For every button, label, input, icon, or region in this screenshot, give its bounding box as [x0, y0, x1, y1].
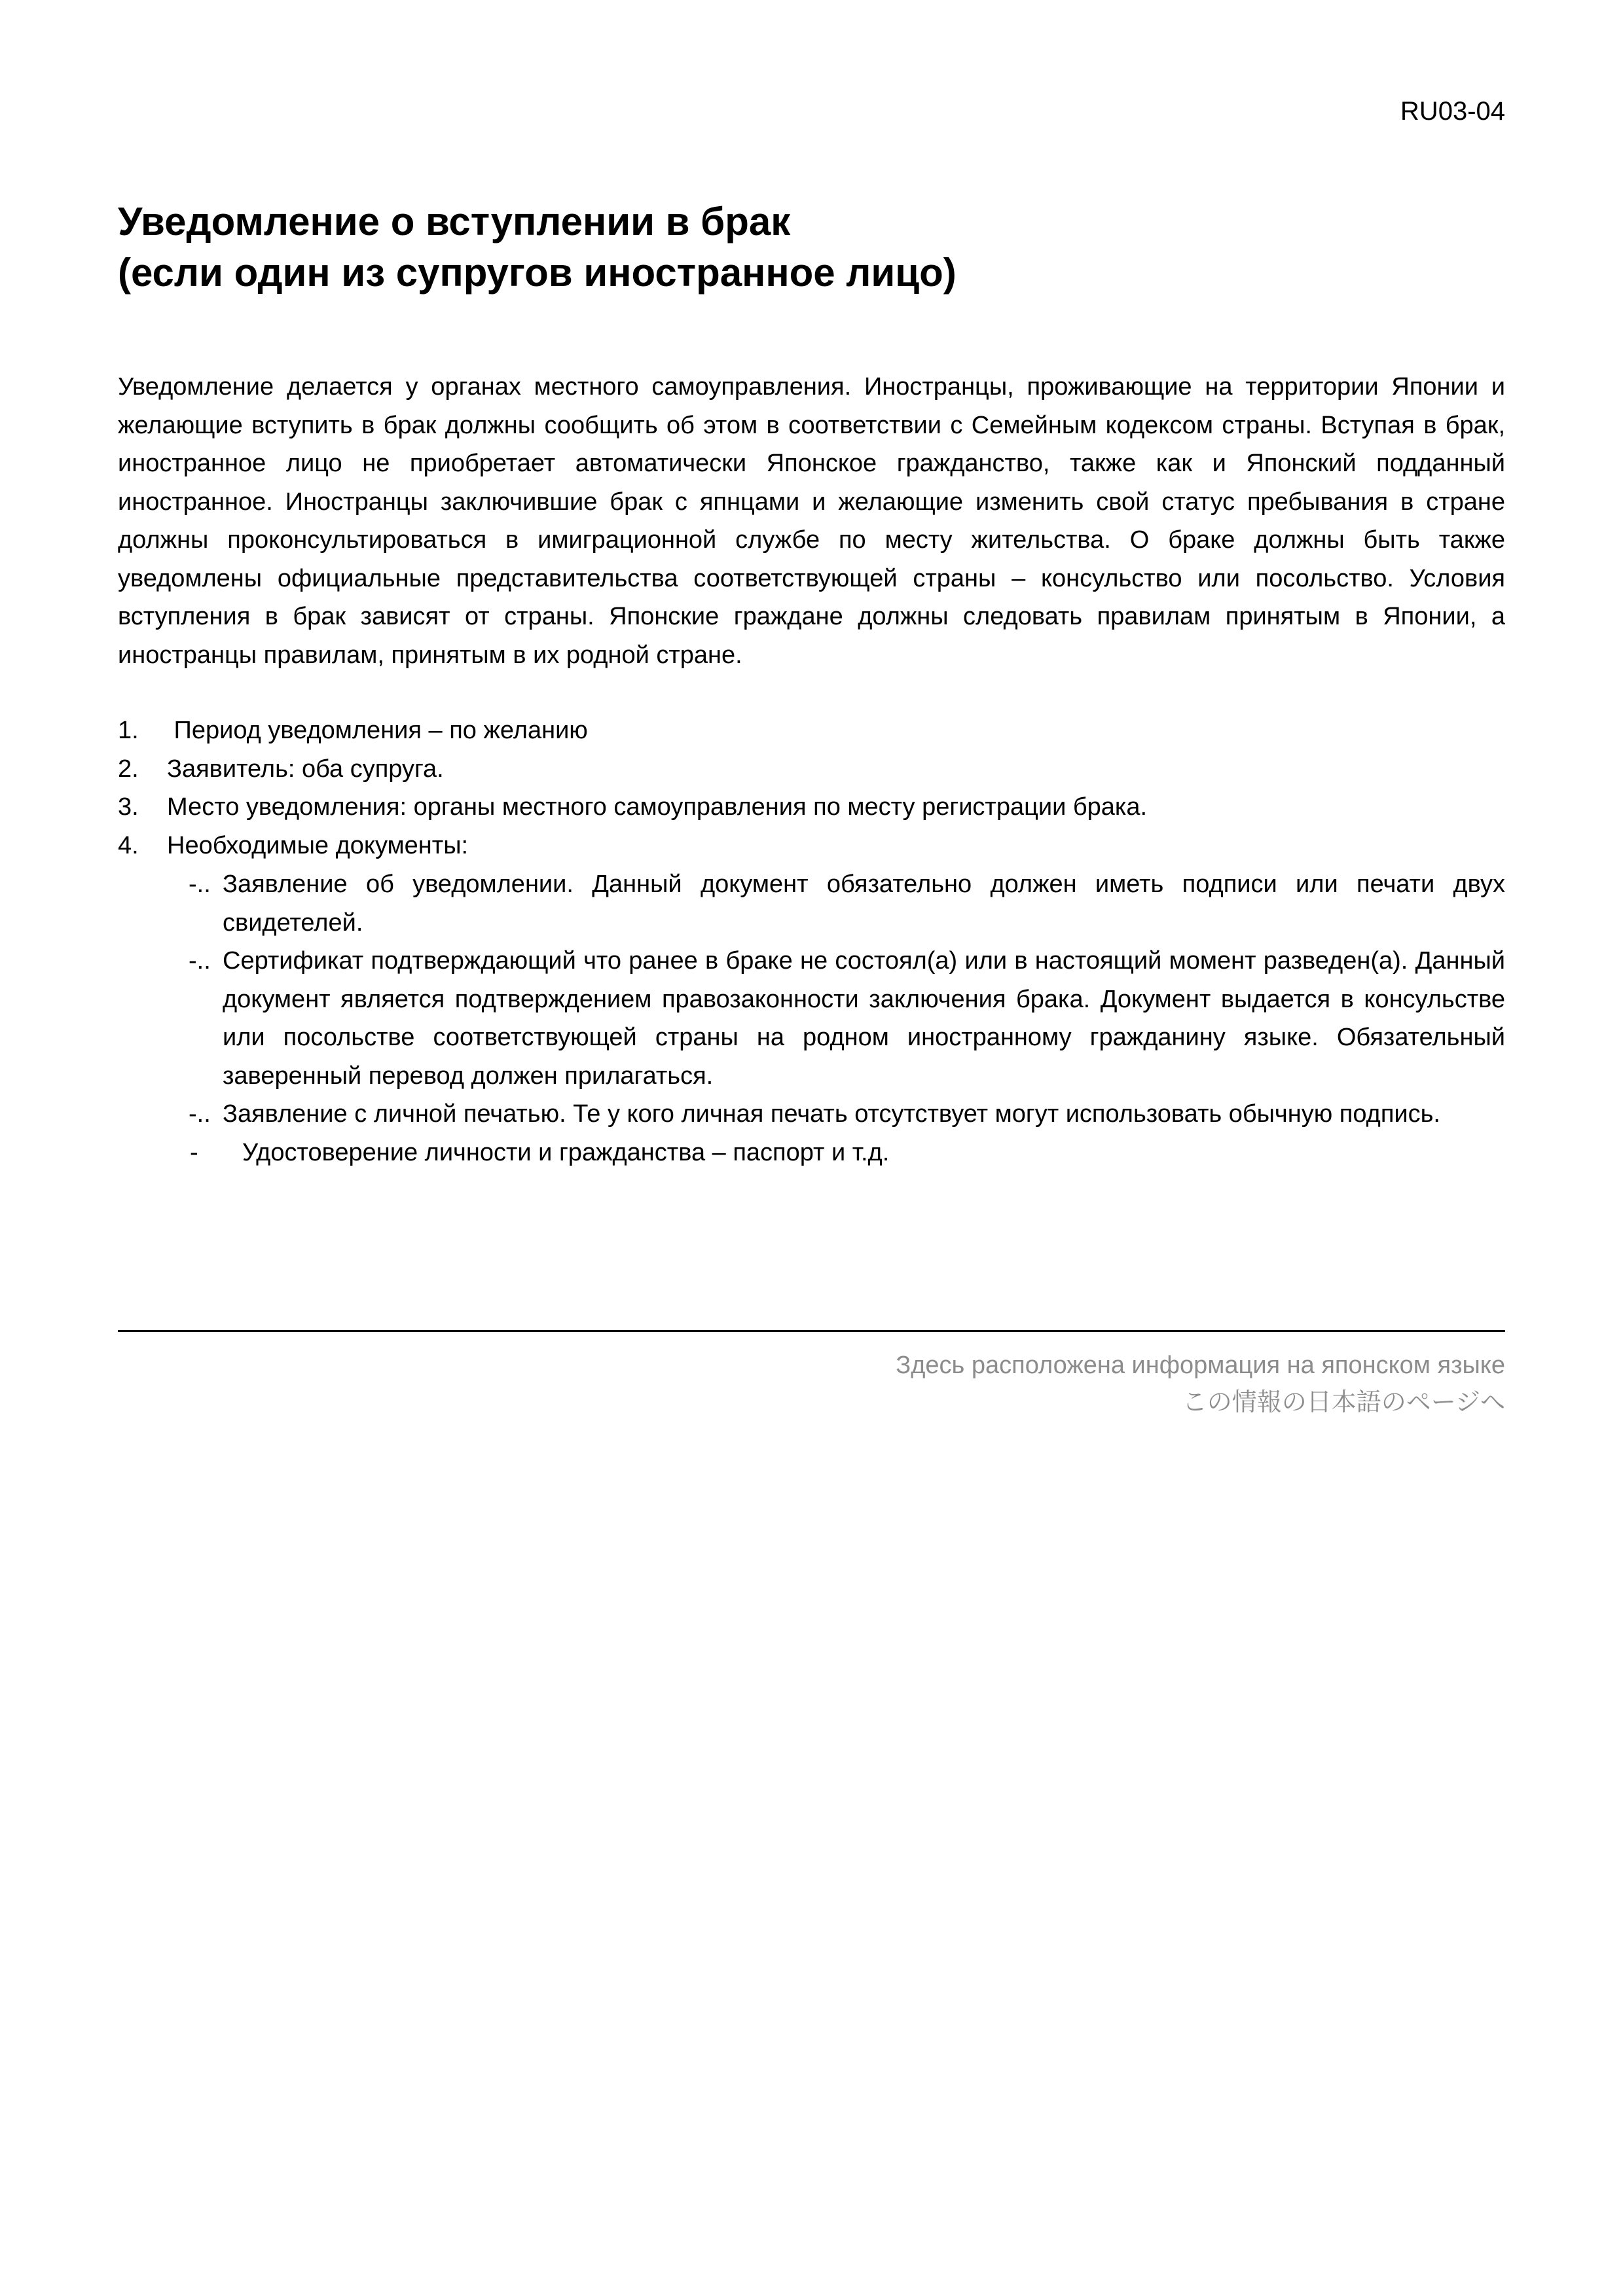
list-item-number: 3. [118, 793, 139, 821]
list-item [118, 788, 1505, 827]
document-code: RU03-04 [1400, 97, 1505, 126]
required-documents-list [190, 865, 1505, 1172]
document-item [190, 865, 1505, 942]
list-item [118, 827, 1505, 865]
list-item [118, 750, 1505, 789]
intro-paragraph: Уведомление делается у органах местного самоуправления. Иностранцы, проживающие на территории Японии и желающие вступить в брак должны сообщить об этом в соответствии с Семейным кодексом страны. Вступая в брак, иностранное лицо не приобретает автоматически Японское гражданство, также как и Японский подданный иностранное. Иностранцы заключившие брак с япнцами и желающие изменить свой статус пребывания в стране должны проконсультироваться в имиграционной службе по месту жительства. О браке должны быть также уведомлены официальные представительства соответствующей страны – консульство или посольство. Условия вступления в брак зависят от страны. Японские граждане должны следовать правилам принятым в Японии, а иностранцы правилам, принятым в их родной стране. [118, 373, 1505, 669]
document-item-marker: -.. [189, 1100, 211, 1128]
title-line-1: Уведомление о вступлении в брак [118, 200, 791, 243]
list-item-number: 4. [118, 831, 139, 859]
document-item [190, 1095, 1505, 1134]
page-title [118, 196, 957, 298]
document-item [190, 1134, 1505, 1172]
document-item-text: Заявление об уведомлении. Данный документ обязательно должен иметь подписи или печати двух свидетелей. [223, 870, 1505, 937]
numbered-list [118, 711, 1505, 865]
japanese-info-link-ru[interactable]: Здесь расположена информация на японском языке [896, 1352, 1505, 1379]
list-item-text: Период уведомления – по желанию [167, 717, 588, 744]
list-item-number: 1. [118, 717, 139, 744]
list-item-number: 2. [118, 755, 139, 783]
list-item-text: Заявитель: оба супруга. [167, 755, 444, 783]
document-item-marker: -.. [189, 870, 211, 898]
document-item-marker: -.. [189, 947, 211, 975]
document-item [190, 942, 1505, 1095]
document-item-text: Заявление с личной печатью. Те у кого личная печать отсутствует могут использовать обычную подпись. [223, 1100, 1440, 1128]
document-item-text: Сертификат подтверждающий что ранее в браке не состоял(а) или в настоящий момент разведен(а). Данный документ является подтверждением правозаконности заключения брака. Документ выдается в консульстве или посольстве соответствующей страны на родном иностранному гражданину языке. Обязательный заверенный перевод должен прилагаться. [223, 947, 1505, 1090]
document-item-marker: - [190, 1138, 198, 1166]
list-item-text: Необходимые документы: [167, 831, 469, 859]
list-item [118, 711, 1505, 750]
title-line-2: (если один из супругов иностранное лицо) [118, 251, 957, 295]
footer-divider [118, 1330, 1505, 1332]
footer-links [896, 1347, 1505, 1420]
list-item-text: Место уведомления: органы местного самоуправления по месту регистрации брака. [167, 793, 1148, 821]
japanese-info-link-ja[interactable]: この情報の日本語のページへ [1182, 1388, 1505, 1416]
document-item-text: Удостоверение личности и гражданства – паспорт и т.д. [242, 1138, 890, 1166]
